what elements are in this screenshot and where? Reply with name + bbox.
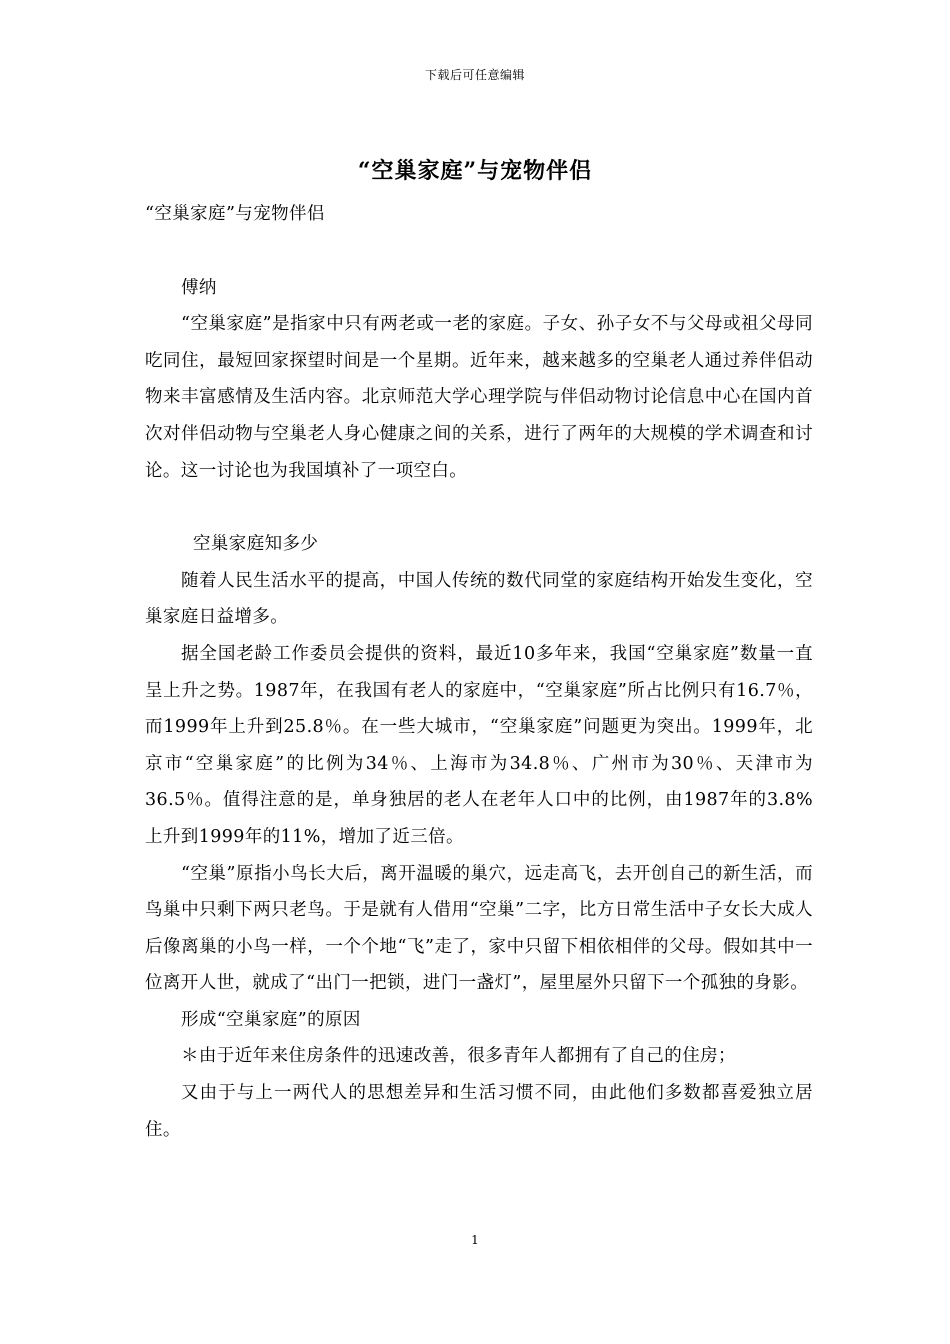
paragraph-living-standards: 随着人民生活水平的提高，中国人传统的数代同堂的家庭结构开始发生变化，空巢家庭日益增多。 [145, 570, 813, 628]
section-heading-causes: 形成“空巢家庭”的原因 [181, 1009, 361, 1030]
paragraph-statistics: 据全国老龄工作委员会提供的资料，最近10多年来，我国“空巢家庭”数量一直呈上升之势。1987年，在我国有老人的家庭中，“空巢家庭”所占比例只有16.7％，而1999年上升到25.8％。在一些大城市，“空巢家庭”问题更为突出。1999年，北京市“空巢家庭”的比例为34％、上海市为34.8％、广州市为30％、天津市为36.5％。值得注意的是，单身独居的老人在老年人口中的比例，由1987年的3.8%上升到1999年的11%，增加了近三倍。 [145, 643, 813, 847]
paragraph-empty-nest-origin: “空巢”原指小鸟长大后，离开温暖的巢穴，远走高飞，去开创自己的新生活，而鸟巢中只剩下两只老鸟。于是就有人借用“空巢”二字，比方日常生活中子女长大成人后像离巢的小鸟一样，一个个地“飞”走了，家中只留下相依相伴的父母。假如其中一位离开人世，就成了“出门一把锁，进门一盏灯”，屋里屋外只留下一个孤独的身影。 [145, 863, 813, 994]
page-number: 1 [471, 1233, 479, 1247]
document-body [145, 196, 813, 1148]
intro-paragraph: “空巢家庭”是指家中只有两老或一老的家庭。子女、孙子女不与父母或祖父母同吃同住，最短回家探望时间是一个星期。近年来，越来越多的空巢老人通过养伴侣动物来丰富感情及生活内容。北京师范大学心理学院与伴侣动物讨论信息中心在国内首次对伴侣动物与空巢老人身心健康之间的关系，进行了两年的大规模的学术调查和讨论。这一讨论也为我国填补了一项空白。 [145, 314, 813, 481]
author-line: 傅纳 [181, 277, 217, 298]
subtitle: “空巢家庭”与宠物伴侣 [145, 204, 325, 224]
section-heading-how-many: 空巢家庭知多少 [193, 534, 319, 555]
paragraph-lifestyle: 又由于与上一两代人的思想差异和生活习惯不同，由此他们多数都喜爱独立居住。 [145, 1083, 813, 1140]
paragraph-housing: ＊由于近年来住房条件的迅速改善，很多青年人都拥有了自己的住房； [181, 1046, 736, 1067]
page-header: 下载后可任意编辑 [424, 68, 525, 82]
document-title: “空巢家庭”与宠物伴侣 [357, 158, 593, 184]
